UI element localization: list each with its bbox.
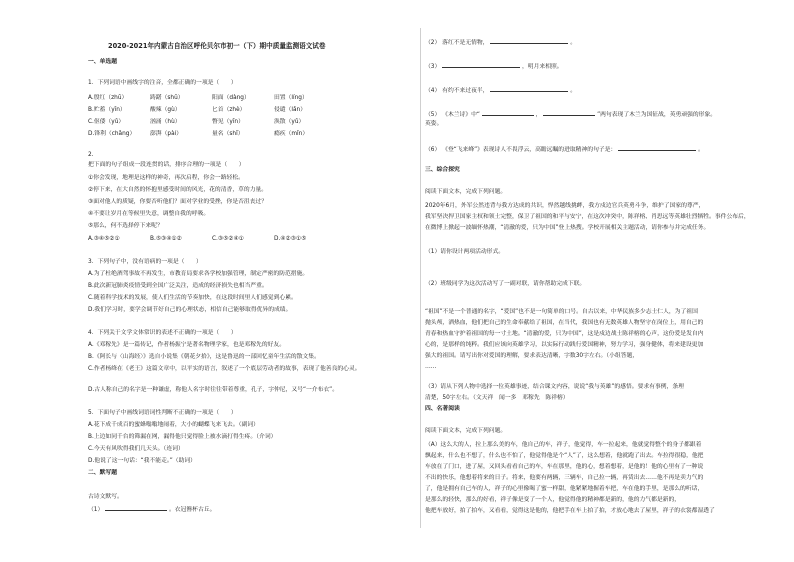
q5-option-b[interactable]: B.上边如同千台的筛漏在网，漏得他只觉得脸上被水滴打得生疼。（介词） <box>88 434 277 440</box>
q1-stem: 1．下列词语中画线字的注音，全都正确的一项是（ ） <box>88 80 237 86</box>
r6-line <box>425 145 704 154</box>
q6-1-line <box>88 505 215 514</box>
q3-option-c[interactable]: C.随着科学技术的发展，使人们生活的节奏加快，在这段时间里人们感觉到心累。 <box>88 295 297 301</box>
passage2-line: 强大的祖国。请写出你对爱国的理解，要求表达清晰，字数30字左右。（小组答题， <box>425 353 639 359</box>
q2-option-c[interactable]: C.③⑤②④① <box>212 236 244 242</box>
q3-stem: 3．下列句子中，没有语病的一项是（ ） <box>88 259 202 265</box>
q4-option-c[interactable]: C.作者杨绛在《老王》这篇文章中，以平实的语言，叙述了一个底层劳动者的故事，表现了他善良的心灵。 <box>88 366 361 372</box>
r4-number: （4） <box>425 88 441 94</box>
exam-page <box>0 28 794 538</box>
q5-option-c[interactable]: C.今天有风吹得我们几天头。（连词） <box>88 446 184 452</box>
passage2-line: “祖国”不是一个普通的名字，“爱国”也不是一句简单的口号。自古以来，中华民族多少志士仁人，为了祖国 <box>425 309 698 315</box>
r2-line <box>425 38 576 47</box>
r5-line-2: 英姿。 <box>425 121 443 127</box>
q1-c-4: 涣散（yǔ） <box>274 119 305 125</box>
r2-text: 落红不是无情物， <box>442 40 489 46</box>
q4-option-b[interactable]: B.《阿长与〈山海经〉》选自小说集《朝花夕拾》，这是鲁迅的一部回忆童年生活的散文集。 <box>88 354 320 360</box>
q1-c-2: 汹涌（hù） <box>150 119 181 125</box>
passage3-line: 不出的快乐，他想着将来的日子。将来，他要有两辆，三辆车，自己拉一辆，再赁出去……他不再是卖力气的 <box>425 475 704 481</box>
passage3-line: 他把车放好，拍了拍车，又看看，觉得这是他的，他把手在车上拍了拍，才放心地去了屋里，祥子的衣裳都湿透了 <box>425 508 715 514</box>
r5-comma: ， <box>535 112 542 118</box>
passage3-line: 了，他是拥有自己车的人，祥子的心里像喝了蜜一样甜，他紧紧地握着车把，车在他的手里，是那么的听话， <box>425 486 704 492</box>
left-column <box>88 28 418 538</box>
q2-number: 2. <box>88 152 94 158</box>
r4-line <box>425 86 576 95</box>
passage1-line: 2020年6月，外军公然违背与我方达成的共识，悍然越线挑衅，我方戍边官兵英勇斗争，维护了国家的尊严， <box>425 203 705 209</box>
passage1-line: 在微博上掀起一波缅怀热潮，“清澈的爱，只为中国”登上热搜。学校开展相关主题活动，请你参与并完成任务。 <box>425 225 710 231</box>
r4-text: 有约不来过夜半， <box>442 88 489 94</box>
q5-option-d[interactable]: D.他说了这一句话：“我不能走。”（助词） <box>88 458 196 464</box>
passage1-line: 我军坚决捍卫国家主权和领土完整，保卫了祖国的和平与安宁，在这次冲突中，陈祥榕、肖思远等英雄壮烈牺牲。事件公布后， <box>425 214 750 220</box>
q1-option-a[interactable] <box>88 92 418 100</box>
q6-1-number: （1） <box>88 507 104 513</box>
r6-blank[interactable] <box>618 145 696 151</box>
r5-text: 《木兰诗》中“ <box>442 112 480 118</box>
r5-tail: ”两句表现了木兰为国征战，英勇顽强的形象。 <box>597 112 717 118</box>
task-1: （1）请你设计两项活动形式。 <box>425 249 505 255</box>
passage2-line: …… <box>425 364 437 370</box>
q5-option-a[interactable]: A.花下成千成百的蜜蜂嗡嗡地闹着，大小的蝴蝶飞来飞去。（副词） <box>88 422 259 428</box>
r6-number: （6） <box>425 147 441 153</box>
q1-a-2: 踌躇（shū） <box>150 95 184 101</box>
q4-option-d[interactable]: D.古人称自己的名字是一种谦虚，称他人名字时往往带着尊重，孔子，字仲尼，又号“一介布衣”。 <box>88 387 338 393</box>
q2-item: ⑤那么，何不选择停下来呢？ <box>88 223 163 229</box>
section-comprehensive: 三、综合探究 <box>425 167 460 173</box>
r2-number: （2） <box>425 40 441 46</box>
q2-option-d[interactable]: D.④②③①⑤ <box>274 236 307 242</box>
r2-end: 。 <box>570 40 577 46</box>
q5-stem: 5．下面句子中画线词语词性判断不正确的一项是（ ） <box>88 410 237 416</box>
q6-1-text: 。衣冠簪杯古丘。 <box>168 507 216 513</box>
q1-a-1: A.殷红（zhū） <box>88 95 128 101</box>
task-3-continued: 清楚，50字左右。（文天祥 闻一多 邓稼先 陈祥榕） <box>425 395 569 401</box>
section-classics: 四、名著阅读 <box>425 406 460 412</box>
passage3-line: 是那么的轻快，那么的好看，祥子像是变了一个人，他觉得他的精神都是新的，他的力气都是新的， <box>425 497 681 503</box>
passage2-line: 心的，是那样的纯粹。我们应该向英雄学习，以实际行动践行爱国精神，努力学习，强身健体，将来建设更加 <box>425 342 704 348</box>
q2-item: ①你会发现，地理是这样的神奇，再次启程，你会一路轻松。 <box>88 175 244 181</box>
q1-c-3: 瞥见（yīn） <box>212 119 244 125</box>
right-column <box>425 28 770 538</box>
q4-option-a[interactable]: A.《邓稼先》是一篇传记，作者杨振宁是著名物理学家，也是邓稼先的好友。 <box>88 342 286 348</box>
q1-option-c[interactable] <box>88 116 418 124</box>
q4-stem: 4．下列关于文学文体常识的表述不正确的一项是（ ） <box>88 330 237 336</box>
q2-option-b[interactable]: B.⑤③④①② <box>150 236 182 242</box>
r4-blank[interactable] <box>490 86 568 92</box>
passage2-line: 抛头颅，洒热血，他们把自己的生命奉献给了祖国，在当代，我国也有无数英雄人物坚守在岗位上，用自己的 <box>425 320 704 326</box>
q1-a-3: 阳面（dàng） <box>212 95 250 101</box>
q2-item: ④不要让岁月在等候里失意，调整自我的呼吸。 <box>88 211 210 217</box>
q3-option-b[interactable]: B.此次新冠肺炎疫情受到全国广泛关注，造成的经济损失也相当严重。 <box>88 283 268 289</box>
q2-item: ②停下来，在大自然的怀抱里感受时间的风光，花的清香，草的力量。 <box>88 187 268 193</box>
r4-end: 。 <box>570 88 577 94</box>
r6-text: 《登“飞来峰”》表现诗人不畏浮云，高瞻远瞩的进取精神的句子是： <box>442 147 617 153</box>
q1-c-1: C.伛偻（yǔ） <box>88 119 125 125</box>
q3-option-a[interactable]: A.为了杜绝酒驾事故不再发生，市教育局要求各学校加强管理，制定严密的防范措施。 <box>88 271 309 277</box>
r3-blank[interactable] <box>442 62 520 68</box>
q1-d-1: D.锋利（chǎng） <box>88 131 136 137</box>
passage2-line: 青春和热血守护着祖国的每一寸土地。“清澈的爱，只为中国”，这是戍边战士陈祥榕的心声，这份爱是发自内 <box>425 331 704 337</box>
r5-blank-2[interactable] <box>543 110 595 116</box>
q2-option-a[interactable]: A.③④⑤②① <box>88 236 120 242</box>
q2-stem: 把下面的句子组成一段连贯的话，排序合理的一项是（ ） <box>88 162 245 168</box>
r3-line <box>425 62 563 71</box>
q1-option-d[interactable] <box>88 128 418 136</box>
q6-1-blank[interactable] <box>105 505 167 511</box>
r5-line <box>425 110 716 119</box>
r5-blank-1[interactable] <box>482 110 534 116</box>
reading-intro: 阅读下面文本，完成下列问题。 <box>425 189 507 195</box>
q1-b-4: 侵谴（lǎn） <box>274 107 307 113</box>
r3-text: ，明月来相照。 <box>521 64 563 70</box>
r2-blank[interactable] <box>490 38 568 44</box>
q1-d-3: 量名（shǐ） <box>212 131 244 137</box>
passage3-line: （A）这么大的人，拉上那么美的车，他自己的车，祥子，他觉得，车一拉起来，他就觉得整个的身子都跟着 <box>425 442 702 448</box>
task-3: （3）请从下列人物中选择一位英雄事迹，结合课文内容，说说“我与英雄”的感悟。要求有事例，条理 <box>425 384 684 390</box>
q1-b-2: 酸辣（gù） <box>150 107 181 113</box>
r6-end: 。 <box>697 147 704 153</box>
q1-d-2: 澎湃（pài） <box>150 131 183 137</box>
section-dictation: 二、默写题 <box>88 470 117 476</box>
reading-intro-2: 阅读下面文本，完成下列问题。 <box>425 428 507 434</box>
q2-item: ③面对他人的质疑，你要否听他们？面对学业的受挫，你是否沮丧过？ <box>88 199 268 205</box>
q3-option-d[interactable]: D.我们学习时，要学会调节好自己的心理状态，相信自己能够取得优异的成绩。 <box>88 307 292 313</box>
section-single-choice: 一、单选题 <box>88 59 117 65</box>
r3-number: （3） <box>425 64 441 70</box>
exam-title: 2020-2021年内蒙古自治区呼伦贝尔市初一（下）期中质量监测语文试卷 <box>108 42 326 50</box>
q1-b-3: 匕首（zhè） <box>212 107 246 113</box>
passage3-line: 飘起来，什么也不想了，什么也不怕了，他觉得他是个“人”了，这么想着，他就跑了出去。车拉得很稳，他把 <box>425 453 704 459</box>
q6-intro: 古诗文默写。 <box>88 494 123 500</box>
q2-options <box>88 236 418 244</box>
task-2: （2）班级同学为这次活动写了一副对联，请你帮助完成下联。 <box>425 281 586 287</box>
q1-option-b[interactable] <box>88 104 418 112</box>
passage3-line: 车放在了门口，进了屋，又回头看看自己的车，车在那里，他的心，想着想着，是他的！他的心里有了一种说 <box>425 464 704 470</box>
q1-a-4: 田置（líng） <box>274 95 308 101</box>
r5-number: （5） <box>425 112 441 118</box>
q1-b-1: B.贮蓄（yīn） <box>88 107 126 113</box>
q1-d-4: 瘾疾（mǐn） <box>274 131 309 137</box>
